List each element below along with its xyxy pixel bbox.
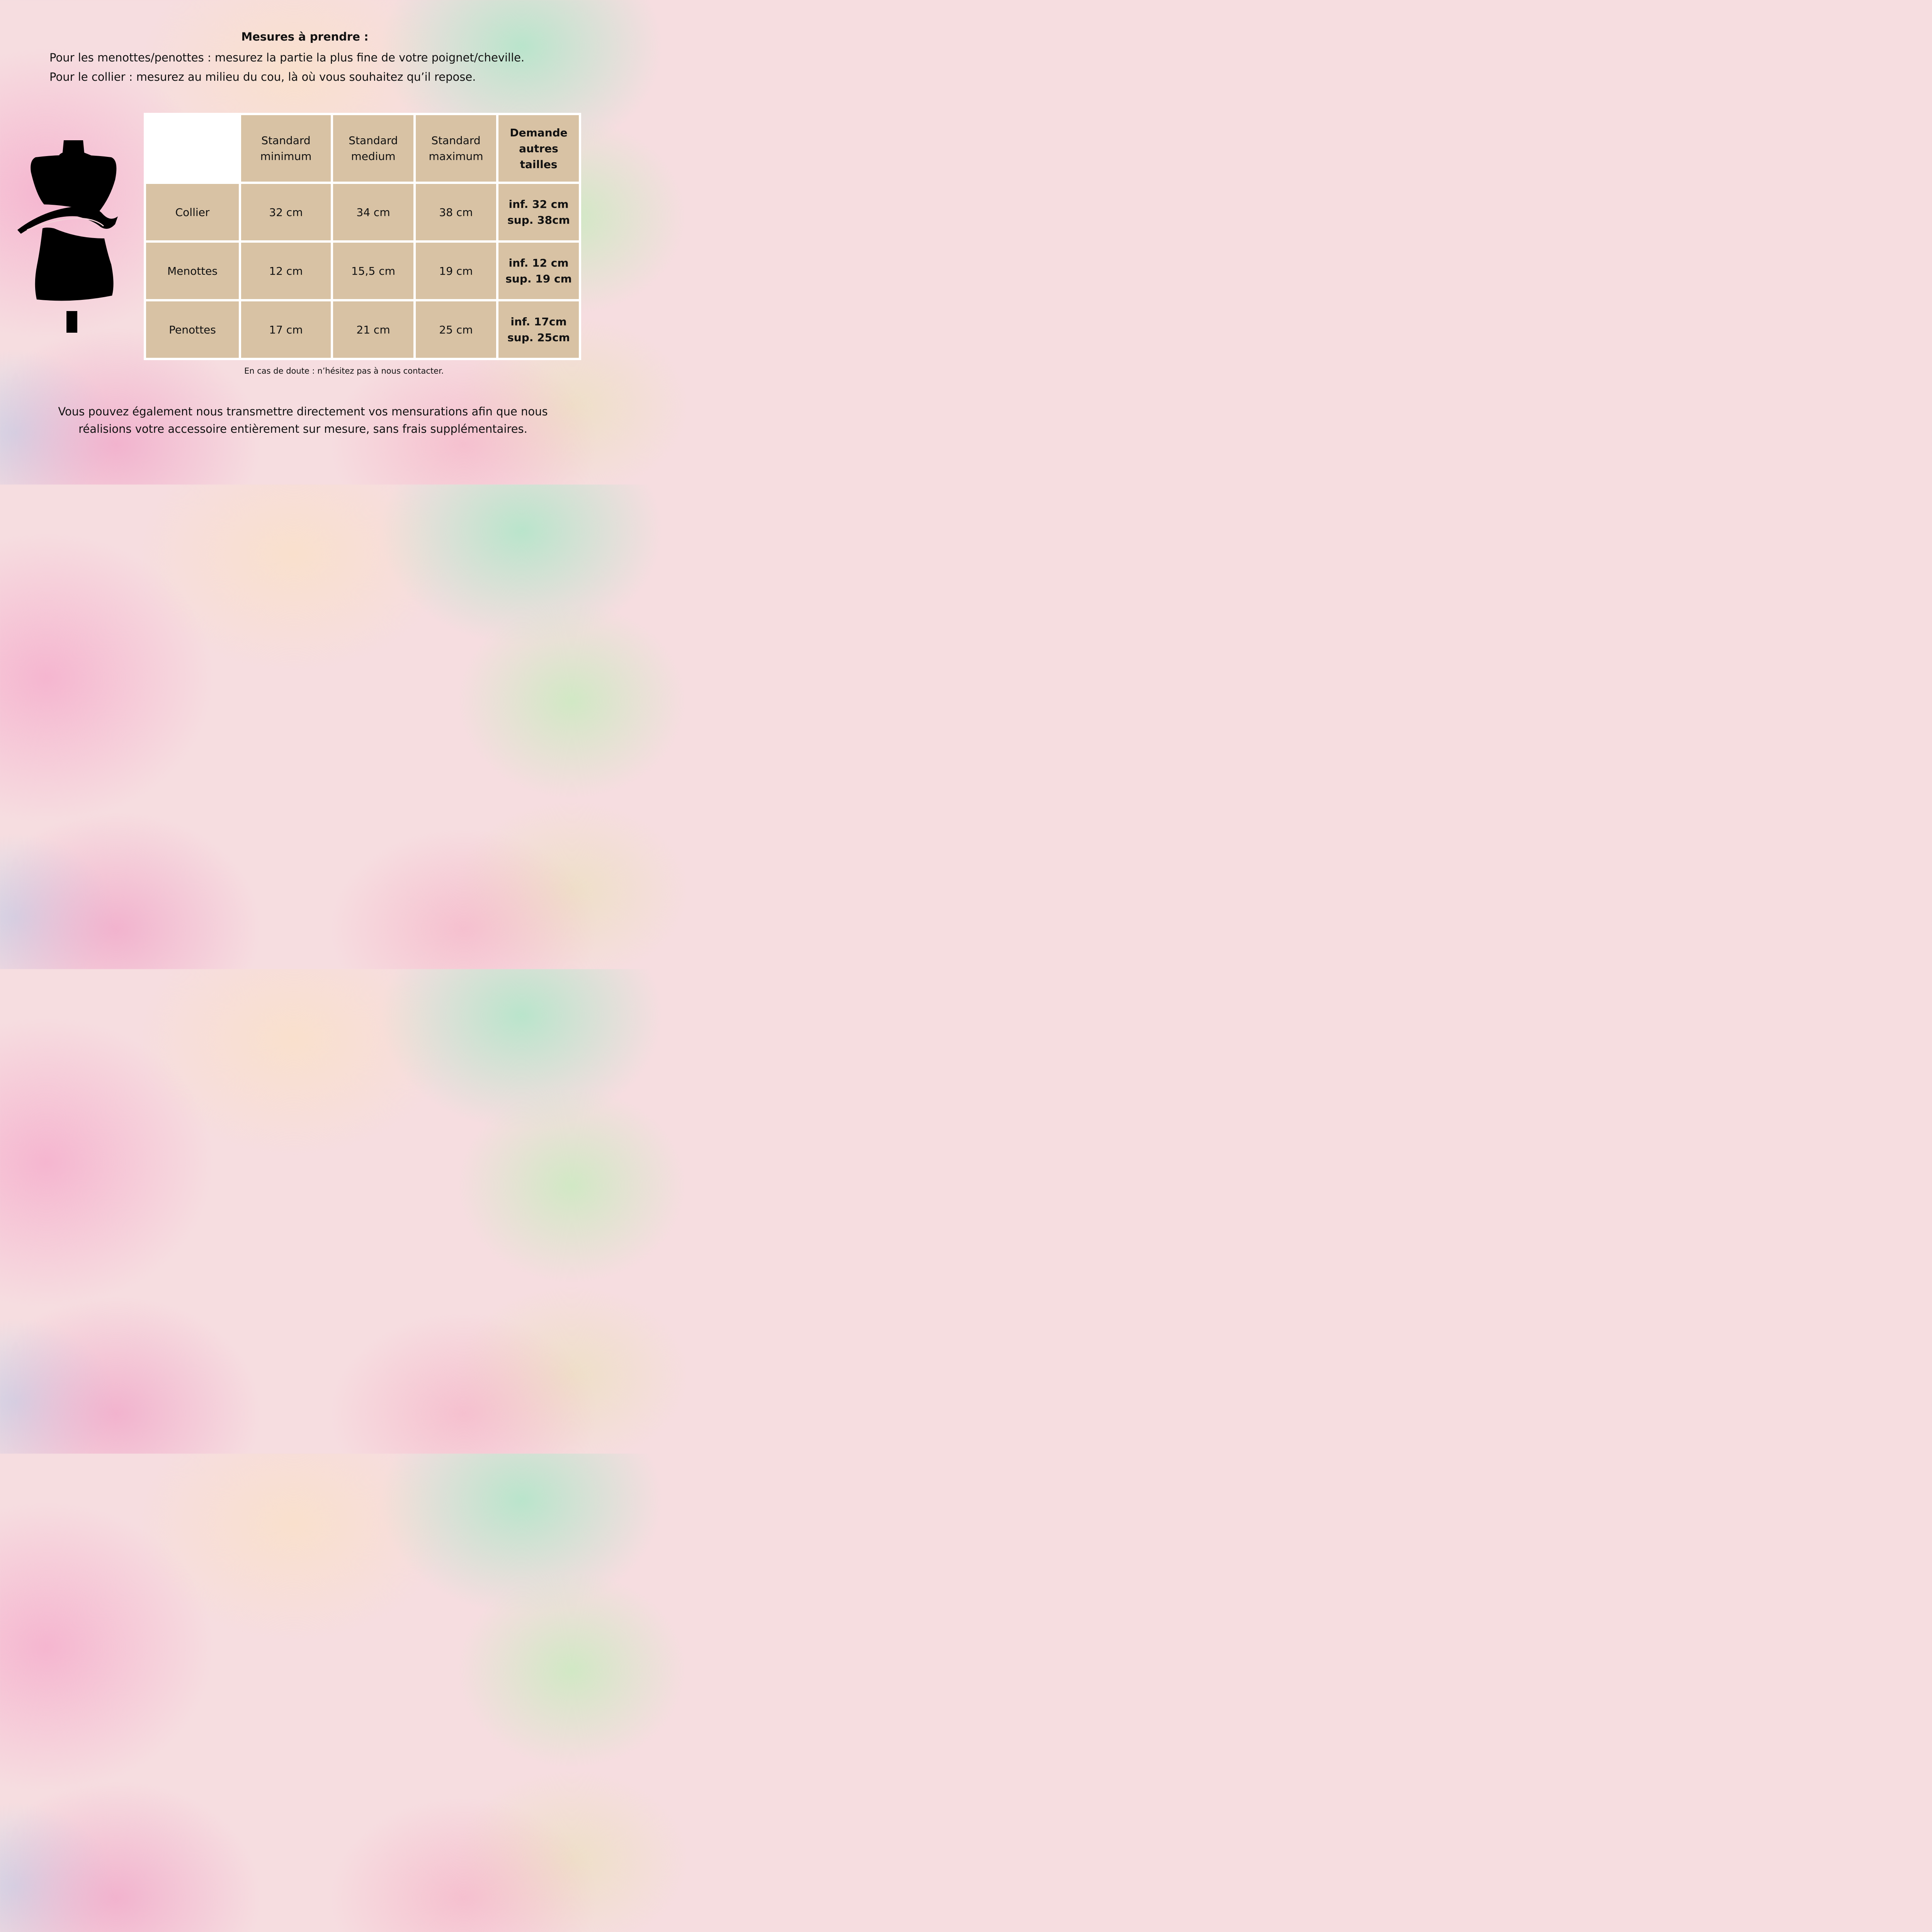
page-title: Mesures à prendre : [241,30,369,43]
table-header-row [146,115,579,182]
header-standard-minimum: Standard minimum [241,115,331,182]
cell-max: 25 cm [416,301,496,358]
instruction-neck: Pour le collier : mesurez au milieu du cou, là où vous souhaitez qu’il repose. [49,70,476,83]
table-row [146,184,579,240]
cell-other: inf. 17cm sup. 25cm [498,301,579,358]
header [0,30,606,43]
mannequin-stand [66,311,77,333]
instruction-wrist: Pour les menottes/penottes : mesurez la partie la plus fine de votre poignet/cheville. [49,51,525,64]
cell-min: 17 cm [241,301,331,358]
measuring-tape [17,206,118,234]
header-standard-maximum: Standard maximum [416,115,496,182]
mannequin-lower-body [35,228,114,301]
cell-medium: 21 cm [333,301,413,358]
table-row [146,243,579,299]
row-label: Menottes [146,243,239,299]
cell-other: inf. 12 cm sup. 19 cm [498,243,579,299]
size-table [144,113,581,360]
cell-min: 12 cm [241,243,331,299]
row-label: Penottes [146,301,239,358]
cell-min: 32 cm [241,184,331,240]
cell-max: 38 cm [416,184,496,240]
footer-line-2: réalisions votre accessoire entièrement sur mesure, sans frais supplémentaires. [78,422,527,435]
cell-max: 19 cm [416,243,496,299]
contact-note: En cas de doute : n’hésitez pas à nous contacter. [244,366,444,376]
row-label: Collier [146,184,239,240]
mannequin-upper-torso [31,155,116,214]
footer-text [0,403,606,438]
table-row [146,301,579,358]
footer-line-1: Vous pouvez également nous transmettre directement vos mensurations afin que nous [58,405,548,418]
header-other-sizes: Demande autres tailles [498,115,579,182]
cell-other: inf. 32 cm sup. 38cm [498,184,579,240]
cell-medium: 15,5 cm [333,243,413,299]
empty-corner-cell [146,115,239,182]
mannequin-with-measuring-tape-icon [15,137,120,336]
header-standard-medium: Standard medium [333,115,413,182]
cell-medium: 34 cm [333,184,413,240]
